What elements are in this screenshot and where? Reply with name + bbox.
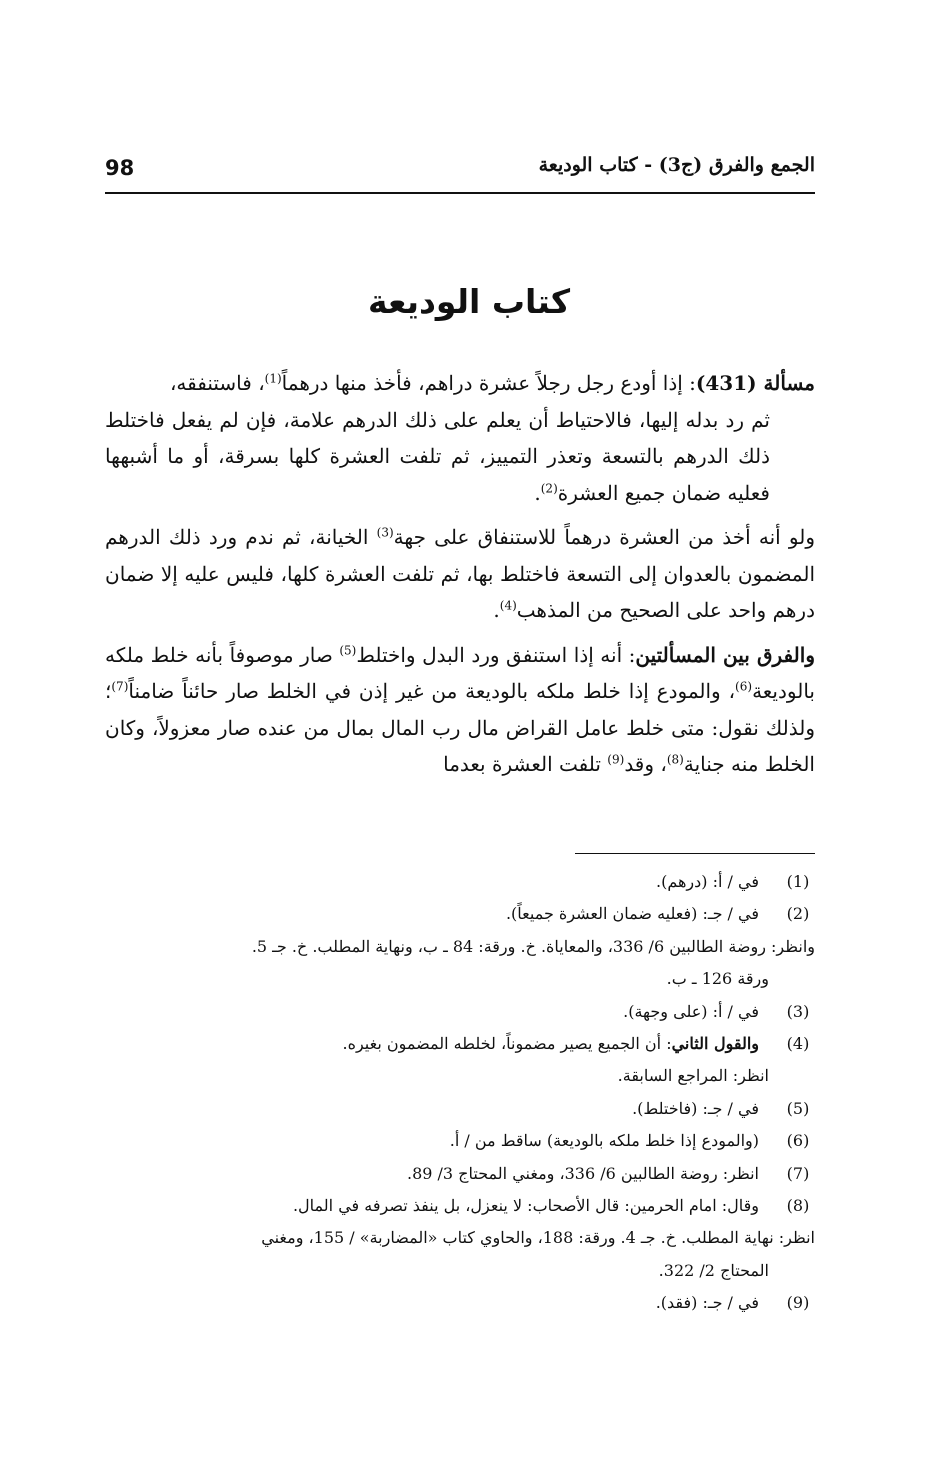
footnote-ref-3: (3): [376, 525, 394, 540]
difference-text-5: ، وقد: [624, 752, 667, 776]
footnote-separator: [575, 853, 815, 854]
difference-text-2: صار موصوفاً بأنه خلط ملكه بالوديعة: [105, 642, 815, 703]
footnote-number: (1): [786, 872, 810, 891]
footnote-ref-6: (6): [735, 679, 753, 694]
footnote-text: في / جـ: (فاختلط).: [632, 1098, 759, 1118]
page-number: 98: [105, 156, 135, 180]
footnote-4: [105, 1028, 815, 1093]
footnote-9: [105, 1287, 815, 1319]
paragraph-second-text-1: ولو أنه أخذ من العشرة درهماً للاستنفاق على جهة: [393, 525, 815, 549]
footnote-8: [105, 1190, 815, 1287]
running-header-title: الجمع والفرق (ج3) - كتاب الوديعة: [538, 154, 815, 176]
footnote-text: المحتاج 2/ 322.: [658, 1260, 769, 1280]
running-header: [105, 152, 815, 194]
difference-text-3: ، والمودع إذا خلط ملكه بالوديعة من غير إذن في الخلط صار حائناً ضامناً: [128, 679, 736, 703]
footnote-text: انظر: نهاية المطلب. خ. جـ 4. ورقة: 188، والحاوي كتاب «المضاربة» / 155، ومغني: [261, 1228, 815, 1248]
footnote-ref-8: (8): [666, 752, 684, 767]
footnote-text: ورقة 126 ـ ب.: [666, 969, 769, 989]
paragraph-second-end: .: [493, 598, 500, 622]
footnote-number: (5): [786, 1098, 810, 1118]
footnote-number: (2): [786, 904, 810, 924]
footnote-ref-5: (5): [339, 642, 357, 657]
footnote-text: في / جـ: (فعليه ضمان العشرة جميعاً).: [505, 904, 759, 924]
footnote-number: (9): [786, 1293, 810, 1313]
footnote-text: في / أ: (درهم).: [656, 872, 759, 891]
footnote-ref-1: (1): [264, 371, 282, 386]
issue-text: : إذا أودع رجل رجلاً عشرة دراهم، فأخذ منها درهماً: [281, 371, 696, 395]
body-text: [105, 365, 815, 791]
issue-text-b: ، فاستنفقه،: [169, 371, 265, 395]
footnote-text: في / أ: (على وجهة).: [623, 1001, 759, 1021]
footnote-3: [105, 996, 815, 1028]
footnote-text: (والمودع إذا خلط ملكه بالوديعة) ساقط من / أ.: [449, 1131, 759, 1151]
footnote-ref-7: (7): [111, 679, 129, 694]
footnote-number: (8): [786, 1196, 810, 1216]
footnote-5: [105, 1093, 815, 1125]
footnote-ref-2: (2): [540, 480, 558, 495]
footnote-text: [105, 1028, 759, 1060]
footnote-text: انظر: روضة الطالبين 6/ 336، ومغني المحتاج 3/ 89.: [406, 1163, 759, 1183]
issue-continuation-text: ثم رد بدله إليها، فالاحتياط أن يعلم على ذلك الدرهم علامة، فإن لم يفعل فاختلط ذلك الدرهم بالتسعة وتعذر التمييز، ثم تلفت العشرة كلها بسرقة، أو ما أشبهها فعليه ضمان جميع العشرة: [105, 407, 770, 505]
issue-end: .: [534, 480, 541, 505]
footnote-text: وانظر: روضة الطالبين 6/ 336، والمعاياة. خ. ورقة: 84 ـ ب، ونهاية المطلب. خ. جـ 5.: [251, 936, 815, 956]
footnote-ref-4: (4): [499, 598, 517, 613]
footnote-number: (3): [786, 1001, 810, 1021]
difference-text-6: تلفت العشرة بعدما: [443, 752, 608, 776]
paragraph-second: [105, 519, 815, 629]
footnote-6: [105, 1125, 815, 1157]
footnote-number: (6): [786, 1131, 810, 1151]
difference-text-4: ؛ ولذلك نقول: متى خلط عامل القراض مال رب المال بمال من عنده صار معزولاً، وكان الخلط منه جناية: [105, 679, 815, 776]
difference-text-1: : أنه إذا استنفق ورد البدل واختلط: [356, 642, 636, 667]
paragraph-second-text-2: الخيانة، ثم ندم ورد ذلك الدرهم المضمون بالعدوان إلى التسعة فاختلط بها، ثم تلفت العشرة كلها، فليس عليه إلا ضمان درهم واحد على الصحيح من المذهب: [105, 525, 816, 622]
footnote-number: (7): [786, 1163, 810, 1183]
footnote-text: وقال: امام الحرمين: قال الأصحاب: لا ينعزل، بل ينفذ تصرفه في المال.: [292, 1196, 759, 1216]
footnote-7: [105, 1158, 815, 1190]
footnote-number: (4): [786, 1034, 810, 1054]
footnotes: [105, 866, 815, 1320]
footnote-text: انظر: المراجع السابقة.: [617, 1066, 769, 1086]
issue-label: مسألة (431): [695, 371, 815, 395]
difference-label: والفرق بين المسألتين: [635, 642, 815, 667]
footnote-2: [105, 898, 815, 995]
issue-continuation: [105, 402, 815, 512]
footnote-1: [105, 866, 815, 898]
footnote-text-rest: : أن الجميع يصير مضموناً، لخلطه المضمون بغيره.: [342, 1034, 672, 1054]
footnote-text: في / جـ: (فقد).: [655, 1293, 759, 1313]
chapter-title: كتاب الوديعة: [367, 282, 571, 321]
footnote-ref-9: (9): [607, 752, 625, 767]
paragraph-issue-431: [105, 365, 815, 511]
footnote-lead: والقول الثاني: [671, 1034, 759, 1054]
paragraph-difference: [105, 637, 815, 783]
